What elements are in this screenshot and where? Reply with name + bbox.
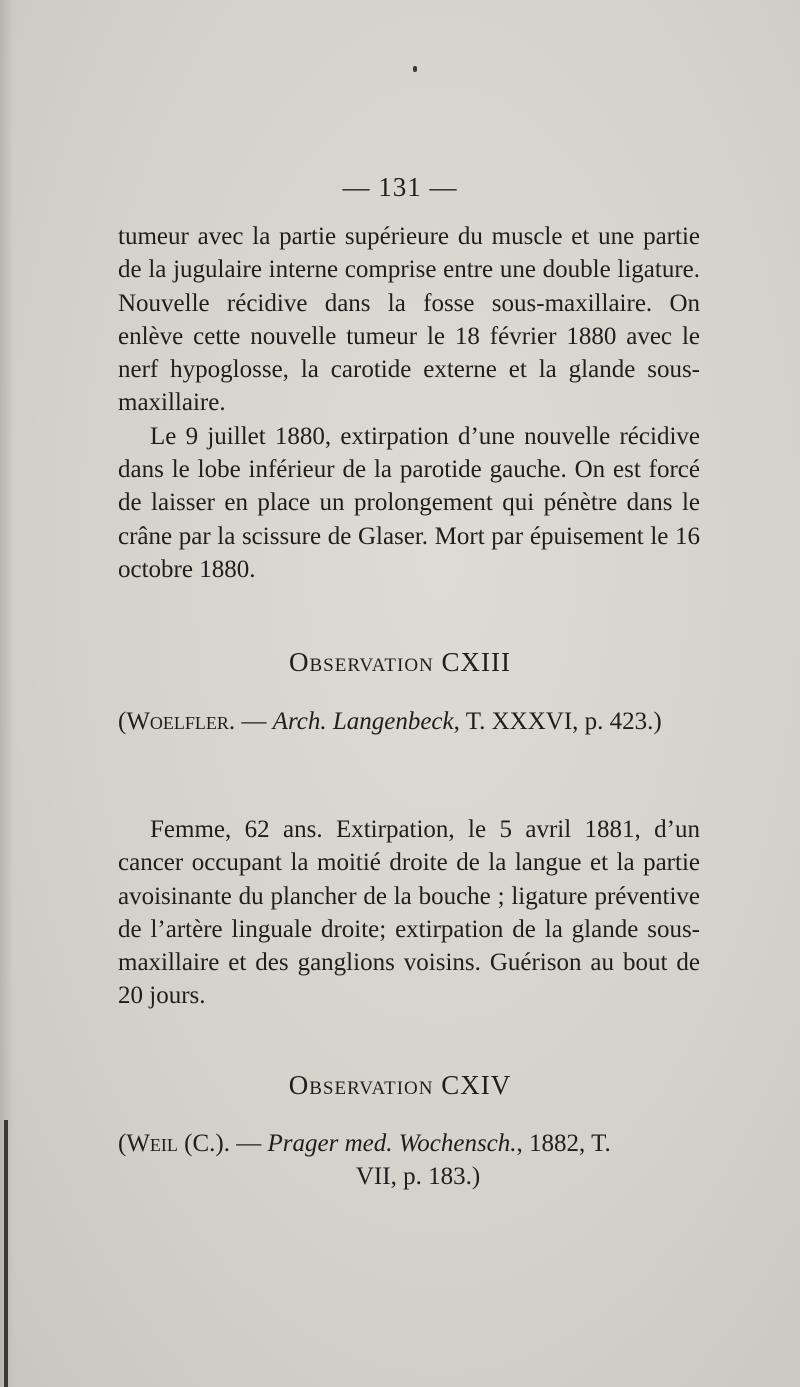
ink-speck: [413, 66, 417, 72]
observation-heading-cxiii: Observation CXIII: [289, 647, 511, 677]
citation-dash: —: [235, 708, 273, 735]
citation-journal: Arch. Langenbeck: [272, 708, 454, 735]
citation-open-paren: (: [118, 1130, 127, 1157]
paragraph-continuation: [118, 220, 700, 586]
citation-cxiii: [118, 705, 718, 738]
paragraph-2: Le 9 juillet 1880, extirpation d’une nouvelle récidive dans le lobe inférieur de la parotide gauche. On est forcé de laisser en place un prolongement qui pénètre dans le crâne par la scissure de Glaser. Mort par épuisement le 16 octobre 1880.: [118, 422, 700, 583]
paragraph-case-description: [118, 813, 700, 1013]
citation-reference-line-2: VII, p. 183.): [355, 1163, 481, 1190]
paragraph-3: Femme, 62 ans. Extirpation, le 5 avril 1881, d’un cancer occupant la moitié droite de la langue et la partie avoisinante du plancher de la bouche ; ligature préventive de l’artère linguale droite; extirpation de la glande sous-maxillaire et des ganglions voisins. Guérison au bout de 20 jours.: [118, 816, 700, 1010]
citation-journal: Prager med. Wochensch.: [267, 1130, 517, 1157]
binding-edge-mark: [4, 1120, 8, 1387]
citation-open-paren: (: [118, 708, 127, 735]
citation-author: Woelfler.: [126, 708, 236, 735]
citation-author: Weil: [126, 1130, 178, 1157]
citation-cxiv: [118, 1127, 718, 1193]
citation-initial: (C.). —: [177, 1130, 268, 1157]
citation-reference: , T. XXXVI, p. 423.): [453, 708, 662, 735]
observation-heading-cxiv: Observation CXIV: [288, 1070, 512, 1100]
paragraph-1: tumeur avec la partie supérieure du muscle et une partie de la jugulaire interne comprise entre une double ligature. Nouvelle récidive dans la fosse sous-maxillaire. On enlève cette nouvelle tumeur le 18 février 1880 avec le nerf hypoglosse, la carotide externe et la glande sous-maxillaire.: [118, 223, 700, 417]
page-number: — 131 —: [342, 172, 458, 202]
citation-reference: , 1882, T.: [516, 1130, 611, 1157]
